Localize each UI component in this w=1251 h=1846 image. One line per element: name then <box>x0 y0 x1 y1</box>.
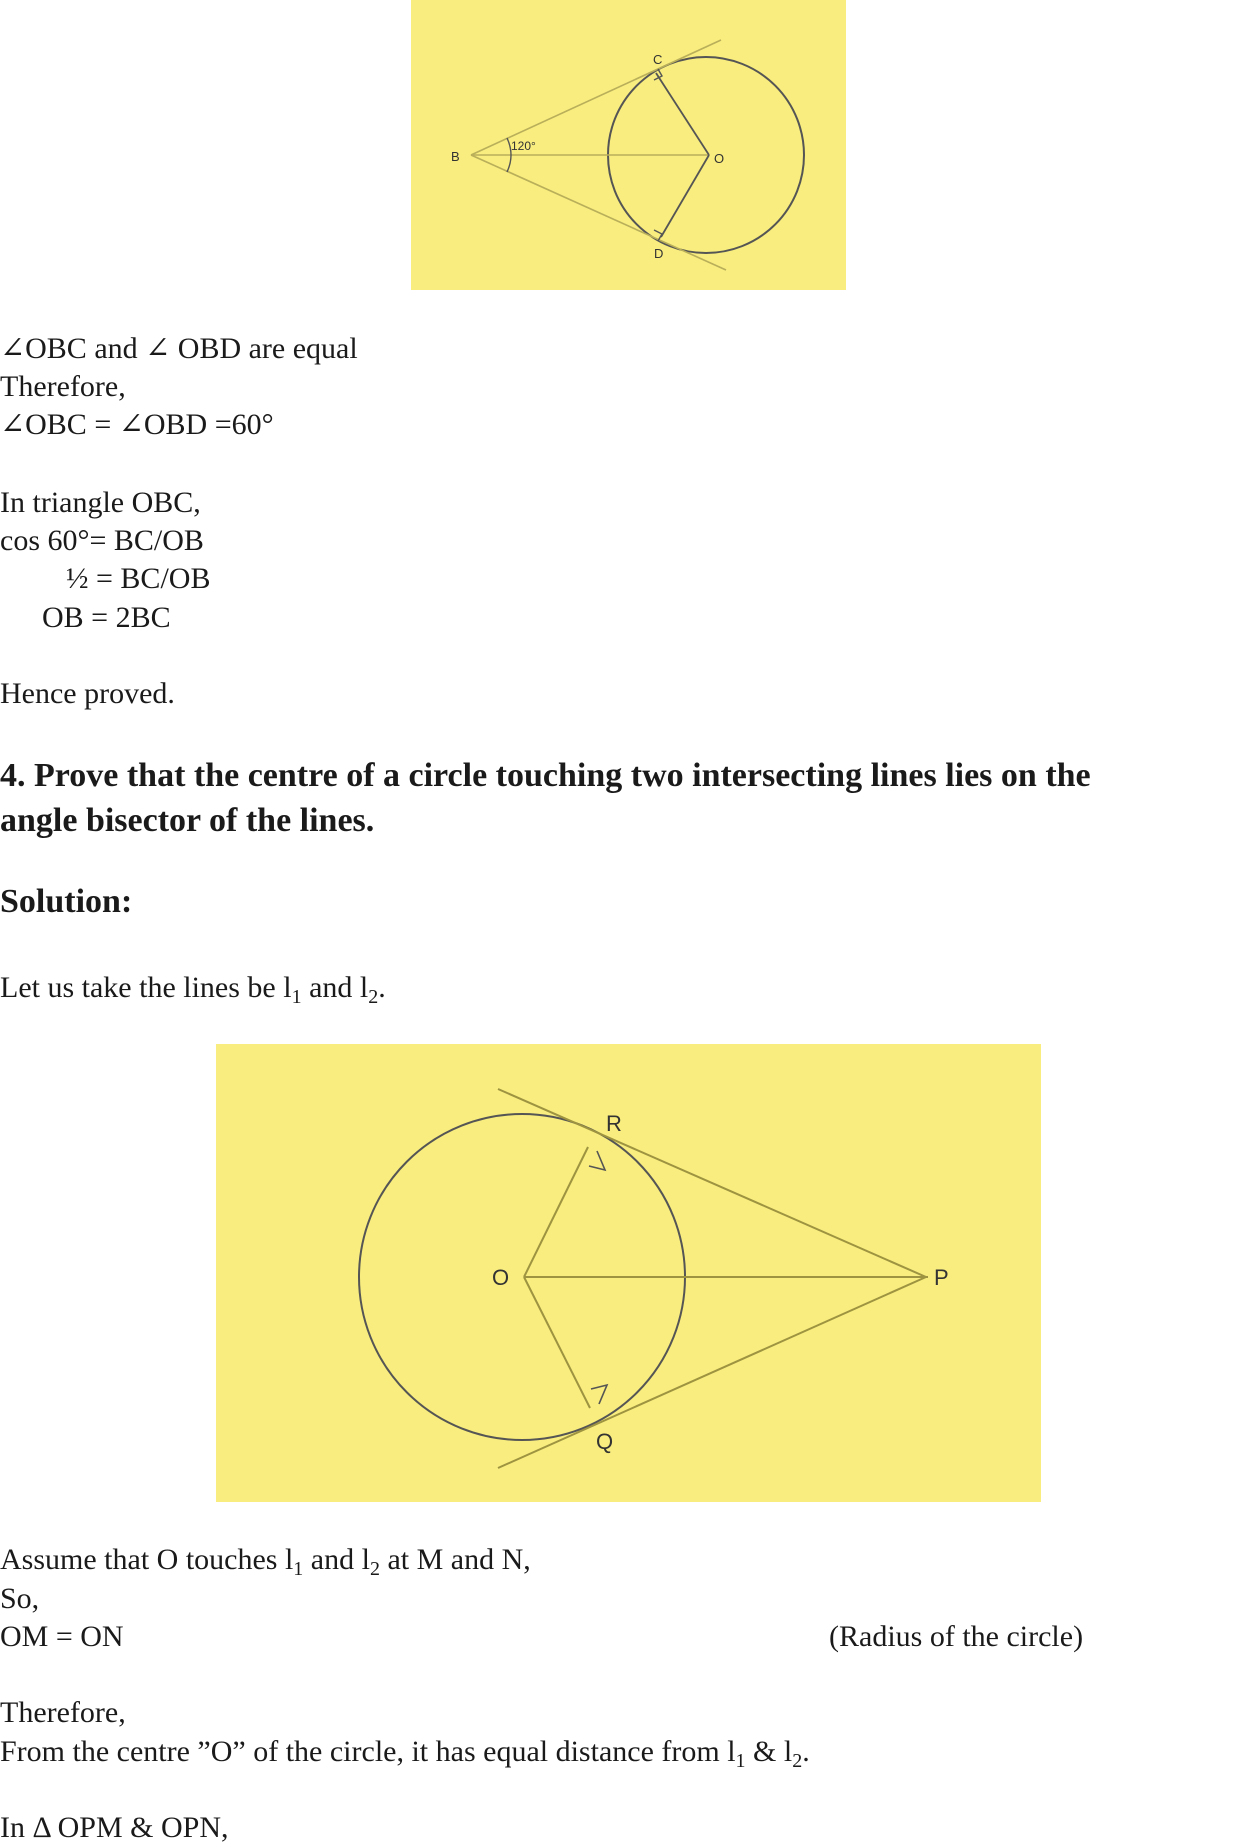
label-r: R <box>606 1111 622 1136</box>
figure-tangents-opq <box>216 1044 1041 1502</box>
text-from-centre: From the centre ”O” of the circle, it has equal distance from $l_1$ & $l_2$. <box>0 1735 810 1772</box>
right-angle-r <box>589 1151 605 1170</box>
tangent-bc <box>471 40 721 155</box>
radius-oq <box>524 1277 590 1408</box>
figure-2-diagram <box>216 1044 1041 1502</box>
radius-od <box>661 155 709 237</box>
text-therefore-1: Therefore, <box>0 370 126 403</box>
text-take-lines: Let us take the lines be $l_1$ and $l_2$. <box>0 971 386 1008</box>
label-p: P <box>934 1265 949 1290</box>
text-ob-2bc: OB = 2BC <box>42 601 171 634</box>
label-q: Q <box>596 1429 614 1454</box>
question-4-line-1: 4. Prove that the centre of a circle touching two intersecting lines lies on the <box>0 757 1091 794</box>
label-d: D <box>654 246 664 261</box>
tangent-pr <box>498 1089 926 1277</box>
text-assume: Assume that O touches $l_1$ and $l_2$ at M and N, <box>0 1543 531 1580</box>
text-cos60: cos 60°= BC/OB <box>0 524 204 557</box>
text-hence-proved: Hence proved. <box>0 677 175 710</box>
label-c: C <box>653 52 663 67</box>
text-angle-values: ∠OBC = ∠OBD =60° <box>0 408 274 441</box>
text-equal-angles: ∠OBC and ∠ OBD are equal <box>0 332 358 365</box>
text-therefore-2: Therefore, <box>0 1696 126 1729</box>
text-half: ½ = BC/OB <box>66 562 211 595</box>
text-radius-note: (Radius of the circle) <box>829 1620 1084 1653</box>
text-in-triangle: In triangle OBC, <box>0 486 201 519</box>
radius-oc <box>656 73 709 155</box>
text-in-triangle-opm: In Δ OPM & OPN, <box>0 1811 229 1844</box>
tangent-bd <box>471 155 726 270</box>
label-o: O <box>492 1265 510 1290</box>
label-angle: 120° <box>511 139 536 153</box>
text-so: So, <box>0 1582 40 1615</box>
label-o: O <box>714 151 725 166</box>
tangent-pq <box>498 1277 926 1468</box>
figure-1-diagram <box>411 0 846 290</box>
text-om-on: OM = ON <box>0 1620 124 1653</box>
label-b: B <box>451 149 460 164</box>
figure-tangents-120 <box>411 0 846 290</box>
right-angle-q <box>591 1385 607 1404</box>
question-4-line-2: angle bisector of the lines. <box>0 802 375 839</box>
solution-heading: Solution: <box>0 883 133 920</box>
radius-or <box>524 1147 588 1277</box>
